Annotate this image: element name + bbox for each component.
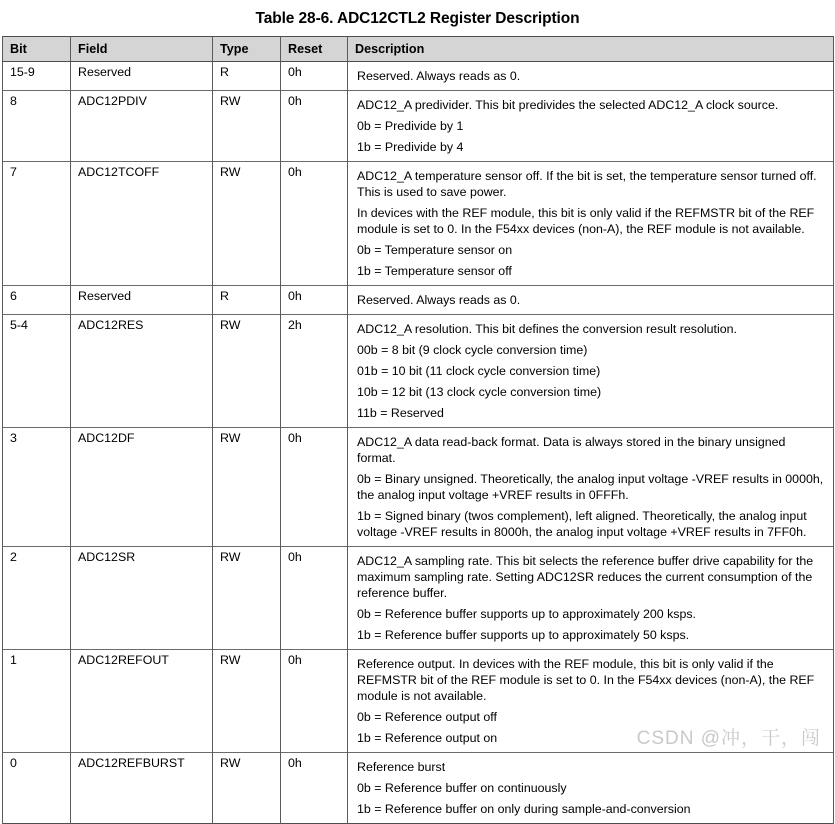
cell-description: [348, 547, 834, 650]
table-row: [3, 753, 834, 824]
description-paragraph: 11b = Reserved: [357, 406, 444, 421]
table-row: [3, 428, 834, 547]
description-paragraph: In devices with the REF module, this bit is only valid if the REFMSTR bit of the REF module is set to 0. In the F54xx devices (non-A), the REF module is not available.: [357, 206, 815, 237]
cell-type: RW: [213, 650, 281, 753]
column-header-type: Type: [213, 37, 281, 62]
cell-reset: 0h: [281, 91, 348, 162]
cell-reset: 2h: [281, 315, 348, 428]
table-row: [3, 547, 834, 650]
cell-field: Reserved: [71, 286, 213, 315]
description-paragraph: 0b = Reference buffer on continuously: [357, 781, 567, 796]
cell-field: ADC12REFOUT: [71, 650, 213, 753]
cell-bit: 3: [3, 428, 71, 547]
description-paragraph: 1b = Reference buffer on only during sample-and-conversion: [357, 802, 691, 817]
cell-bit: 8: [3, 91, 71, 162]
table-header-row: [3, 37, 834, 62]
description-paragraph: Reserved. Always reads as 0.: [357, 293, 521, 308]
column-header-reset: Reset: [281, 37, 348, 62]
page-title: Table 28-6. ADC12CTL2 Register Description: [255, 10, 580, 27]
description-paragraph: ADC12_A temperature sensor off. If the bit is set, the temperature sensor turned off. This is used to save power.: [357, 169, 817, 200]
cell-description: [348, 650, 834, 753]
cell-description: [348, 286, 834, 315]
table-row: [3, 162, 834, 286]
cell-description: [348, 753, 834, 824]
cell-type: RW: [213, 547, 281, 650]
cell-bit: 0: [3, 753, 71, 824]
description-paragraph: 00b = 8 bit (9 clock cycle conversion time): [357, 343, 588, 358]
description-paragraph: ADC12_A data read-back format. Data is always stored in the binary unsigned format.: [357, 435, 786, 466]
cell-description: [348, 428, 834, 547]
description-paragraph: 1b = Temperature sensor off: [357, 264, 512, 279]
table-row: [3, 286, 834, 315]
description-paragraph: 0b = Reference output off: [357, 710, 497, 725]
description-paragraph: ADC12_A predivider. This bit predivides the selected ADC12_A clock source.: [357, 98, 779, 113]
cell-bit: 15-9: [3, 62, 71, 91]
cell-field: ADC12TCOFF: [71, 162, 213, 286]
description-paragraph: 10b = 12 bit (13 clock cycle conversion time): [357, 385, 602, 400]
cell-type: RW: [213, 315, 281, 428]
cell-reset: 0h: [281, 650, 348, 753]
cell-description: [348, 315, 834, 428]
cell-description: [348, 162, 834, 286]
table-row: [3, 62, 834, 91]
cell-field: ADC12REFBURST: [71, 753, 213, 824]
cell-type: RW: [213, 753, 281, 824]
table-row: [3, 91, 834, 162]
description-paragraph: 0b = Temperature sensor on: [357, 243, 513, 258]
cell-description: [348, 62, 834, 91]
table-body: [3, 62, 834, 824]
cell-reset: 0h: [281, 62, 348, 91]
table-header: [3, 37, 834, 62]
cell-reset: 0h: [281, 428, 348, 547]
cell-field: ADC12SR: [71, 547, 213, 650]
description-paragraph: ADC12_A sampling rate. This bit selects the reference buffer drive capability for the maximum sampling rate. Setting ADC12SR reduces the current consumption of the reference buffer.: [357, 554, 814, 601]
cell-reset: 0h: [281, 753, 348, 824]
column-header-description: Description: [348, 37, 834, 62]
cell-field: Reserved: [71, 62, 213, 91]
description-paragraph: 0b = Reference buffer supports up to approximately 200 ksps.: [357, 607, 696, 622]
cell-field: ADC12RES: [71, 315, 213, 428]
cell-bit: 2: [3, 547, 71, 650]
cell-description: [348, 91, 834, 162]
cell-type: RW: [213, 91, 281, 162]
description-paragraph: 0b = Binary unsigned. Theoretically, the analog input voltage -VREF results in 0000h, the analog input voltage +VREF results in 0FFFh.: [357, 472, 824, 503]
description-paragraph: 1b = Predivide by 4: [357, 140, 464, 155]
description-paragraph: 0b = Predivide by 1: [357, 119, 464, 134]
cell-reset: 0h: [281, 286, 348, 315]
cell-bit: 1: [3, 650, 71, 753]
cell-type: RW: [213, 428, 281, 547]
description-paragraph: Reference burst: [357, 760, 446, 775]
description-paragraph: 1b = Reference buffer supports up to approximately 50 ksps.: [357, 628, 690, 643]
column-header-bit: Bit: [3, 37, 71, 62]
cell-type: RW: [213, 162, 281, 286]
cell-type: R: [213, 62, 281, 91]
description-paragraph: ADC12_A resolution. This bit defines the conversion result resolution.: [357, 322, 737, 337]
cell-field: ADC12PDIV: [71, 91, 213, 162]
watermark: CSDN @冲，干，闯: [636, 728, 821, 749]
cell-bit: 6: [3, 286, 71, 315]
description-paragraph: Reserved. Always reads as 0.: [357, 69, 521, 84]
description-paragraph: 1b = Signed binary (twos complement), left aligned. Theoretically, the analog input voltage -VREF results in 8000h, the analog input voltage +VREF results in 7FF0h.: [357, 509, 807, 540]
register-description-table: [2, 36, 834, 824]
table-row: [3, 315, 834, 428]
description-paragraph: 01b = 10 bit (11 clock cycle conversion time): [357, 364, 601, 379]
description-paragraph: Reference output. In devices with the REF module, this bit is only valid if the REFMSTR bit of the REF module is set to 0. In the F54xx devices (non-A), the REF module is not available.: [357, 657, 815, 704]
cell-reset: 0h: [281, 547, 348, 650]
table-row: [3, 650, 834, 753]
cell-reset: 0h: [281, 162, 348, 286]
cell-bit: 5-4: [3, 315, 71, 428]
cell-bit: 7: [3, 162, 71, 286]
cell-type: R: [213, 286, 281, 315]
cell-field: ADC12DF: [71, 428, 213, 547]
column-header-field: Field: [71, 37, 213, 62]
description-paragraph: 1b = Reference output on: [357, 731, 498, 746]
